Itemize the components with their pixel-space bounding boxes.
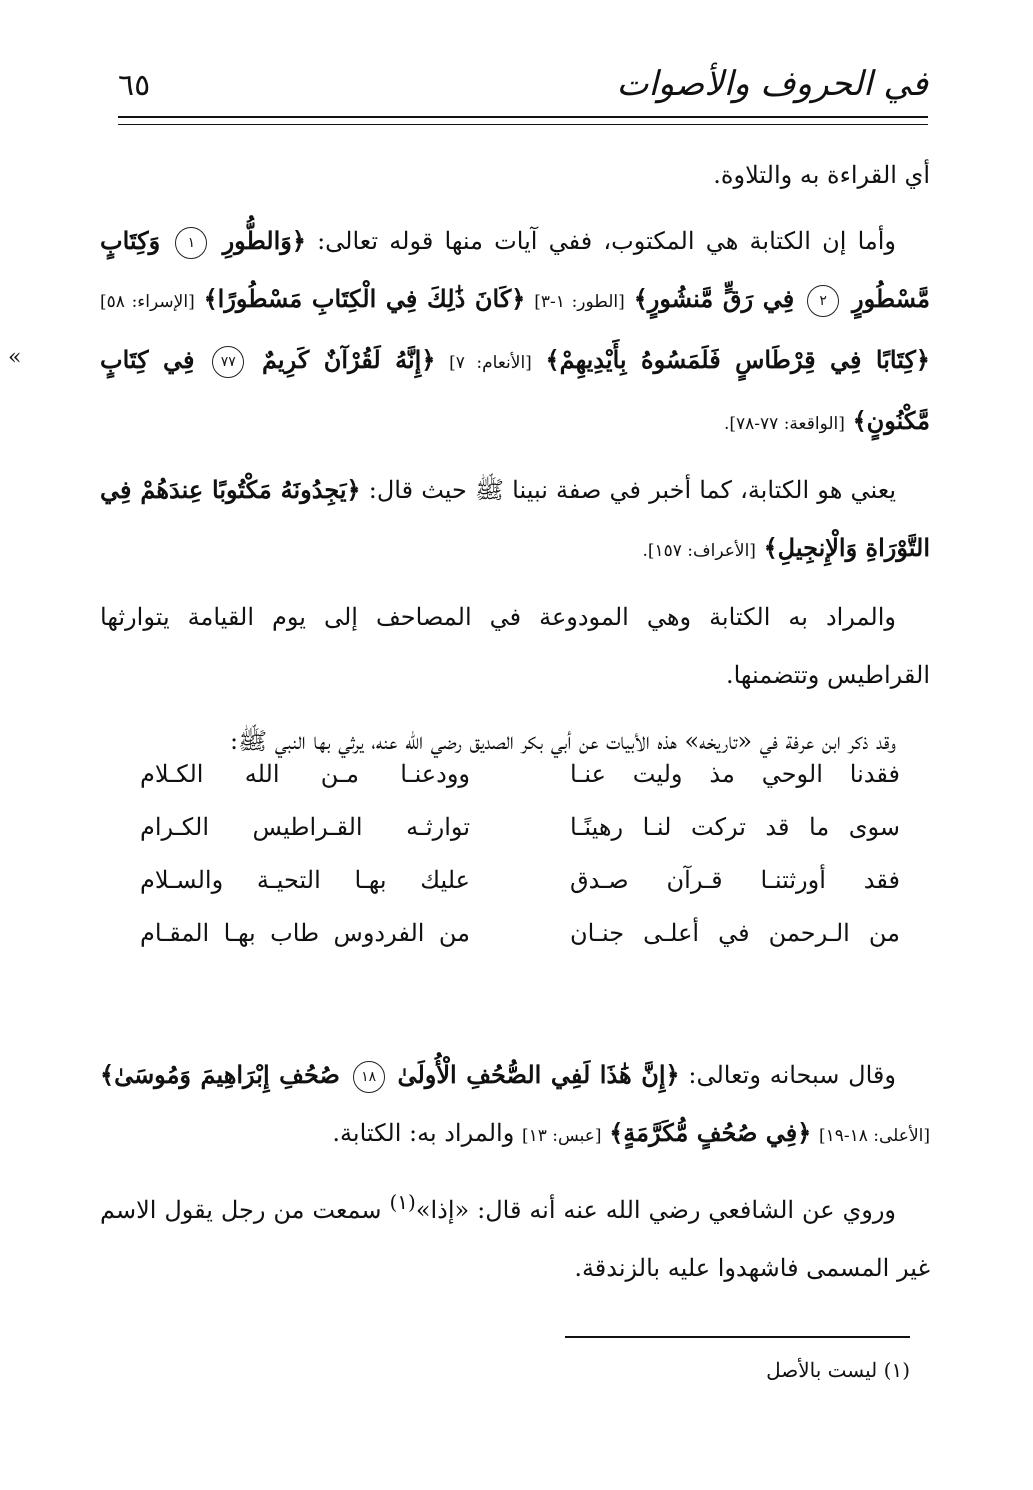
- hemistich-first: فقد أورثتنـا قـرآن صـدق: [570, 866, 900, 894]
- ayah-number-icon: ١٨: [353, 1061, 385, 1093]
- paragraph-5: وقد ذكر ابن عرفة في «تاريخه» هذه الأبيات عن أبي بكر الصديق رضي الله عنه، يرثي بها النبي ﷺ:: [229, 727, 896, 755]
- header-rule-thin: [118, 124, 928, 125]
- quran-quote: فِي كِتَابٍ مَّكْنُونٍ﴾: [100, 345, 930, 435]
- quran-quote: ﴿يَجِدُونَهُ مَكْتُوبًا عِندَهُمْ فِي التَّوْرَاةِ وَالْإِنجِيلِ﴾: [100, 475, 930, 562]
- paragraph-6: وقال سبحانه وتعالى: ﴿إِنَّ هَٰذَا لَفِي الصُّحُفِ الْأُولَىٰ ١٨ صُحُفِ إِبْرَاهِيمَ وَمُوسَىٰ﴾ [الأعلى: ١٨-١٩] ﴿فِي صُحُفٍ مُّكَرَّمَةٍ﴾ [عبس: ١٣] والمراد به: الكتابة.: [100, 1060, 930, 1147]
- verse-reference: [عبس: ١٣]: [521, 1126, 602, 1146]
- paragraph-1: أي القراءة به والتلاوة.: [713, 161, 930, 189]
- hemistich-second: وودعنـا مـن الله الكـلام: [140, 760, 470, 788]
- poem: [140, 760, 900, 972]
- quran-quote: ﴿إِنَّ هَٰذَا لَفِي الصُّحُفِ الْأُولَىٰ: [397, 1060, 680, 1089]
- main-text: [100, 146, 930, 778]
- footnote: (١) ليست بالأصل: [766, 1358, 910, 1382]
- poem-verse: [140, 813, 900, 866]
- header-rule-thick: [118, 116, 928, 118]
- poem-verse: [140, 866, 900, 919]
- main-text-continued: [100, 1046, 930, 1305]
- hemistich-first: فقدنا الوحي مذ وليت عنـا: [570, 760, 900, 788]
- hemistich-second: عليك بهـا التحيـة والسـلام: [140, 866, 470, 894]
- footnote-marker[interactable]: (١): [389, 1190, 416, 1214]
- quran-quote: ﴿كِتَابًا فِي قِرْطَاسٍ فَلَمَسُوهُ بِأَيْدِيهِمْ﴾: [545, 345, 930, 374]
- footnote-rule: [565, 1336, 910, 1338]
- quran-quote: صُحُفِ إِبْرَاهِيمَ وَمُوسَىٰ﴾: [100, 1060, 340, 1089]
- page-header: [118, 62, 928, 112]
- quran-quote: وَكِتَابٍ مَّسْطُورٍ: [100, 226, 930, 313]
- verse-reference: [الأنعام: ٧]: [449, 353, 532, 373]
- running-title: في الحروف والأصوات: [616, 64, 928, 104]
- paragraph-2: وأما إن الكتابة هي المكتوب، ففي آيات منها قوله تعالى: ﴿وَالطُّورِ ١ وَكِتَابٍ مَّسْطُورٍ ٢ فِي رَقٍّ مَّنشُورٍ﴾ [الطور: ١-٣] ﴿كَانَ ذَٰلِكَ فِي الْكِتَابِ مَسْطُورًا﴾ [الإسراء: ٥٨] ﴿كِتَابًا فِي قِرْطَاسٍ فَلَمَسُوهُ بِأَيْدِيهِمْ﴾ [الأنعام: ٧] ﴿إِنَّهُ لَقُرْآنٌ كَرِيمٌ ٧٧ فِي كِتَابٍ مَّكْنُونٍ﴾ [الواقعة: ٧٧-٧٨].: [100, 226, 930, 435]
- margin-mark: «: [8, 345, 22, 370]
- ayah-number-icon: ٢: [807, 285, 839, 317]
- quran-quote: ﴿فِي صُحُفٍ مُّكَرَّمَةٍ﴾: [609, 1118, 812, 1147]
- verse-reference: [الأعلى: ١٨-١٩]: [818, 1126, 930, 1146]
- paragraph-3: يعني هو الكتابة، كما أخبر في صفة نبينا ﷺ حيث قال: ﴿يَجِدُونَهُ مَكْتُوبًا عِندَهُمْ فِي التَّوْرَاةِ وَالْإِنجِيلِ﴾ [الأعراف: ١٥٧].: [100, 475, 930, 562]
- hemistich-first: من الـرحمن في أعلـى جنـان: [570, 919, 900, 947]
- page-number: ٦٥: [118, 68, 151, 103]
- hemistich-second: توارثـه القـراطيس الكـرام: [140, 813, 470, 841]
- quran-quote: ﴿إِنَّهُ لَقُرْآنٌ كَرِيمٌ: [261, 345, 436, 374]
- quran-quote: ﴿كَانَ ذَٰلِكَ فِي الْكِتَابِ مَسْطُورًا﴾: [203, 284, 526, 313]
- quran-quote: فِي رَقٍّ مَّنشُورٍ﴾: [633, 284, 795, 313]
- hemistich-second: من الفردوس طاب بهـا المقـام: [140, 919, 470, 947]
- ayah-number-icon: ١: [175, 227, 207, 259]
- poem-verse: [140, 919, 900, 972]
- paragraph-7: وروي عن الشافعي رضي الله عنه أنه قال: «إذا»$^{(١)}$ سمعت من رجل يقول الاسم غير المسمى فاشهدوا عليه بالزندقة.: [100, 1190, 930, 1282]
- paragraph-4: والمراد به الكتابة وهي المودوعة في المصاحف إلى يوم القيامة يتوارثها القراطيس وتتضمنها.: [100, 603, 930, 689]
- verse-reference: [الأعراف: ١٥٧].: [642, 541, 756, 561]
- poem-verse: [140, 760, 900, 813]
- verse-reference: [الواقعة: ٧٧-٧٨].: [723, 414, 845, 434]
- verse-reference: [الطور: ١-٣]: [534, 292, 625, 312]
- verse-reference: [الإسراء: ٥٨]: [100, 292, 195, 312]
- hemistich-first: سوى ما قد تركت لنـا رهينًـا: [570, 813, 900, 841]
- ayah-number-icon: ٧٧: [212, 346, 244, 378]
- quran-quote: ﴿وَالطُّورِ: [222, 226, 306, 255]
